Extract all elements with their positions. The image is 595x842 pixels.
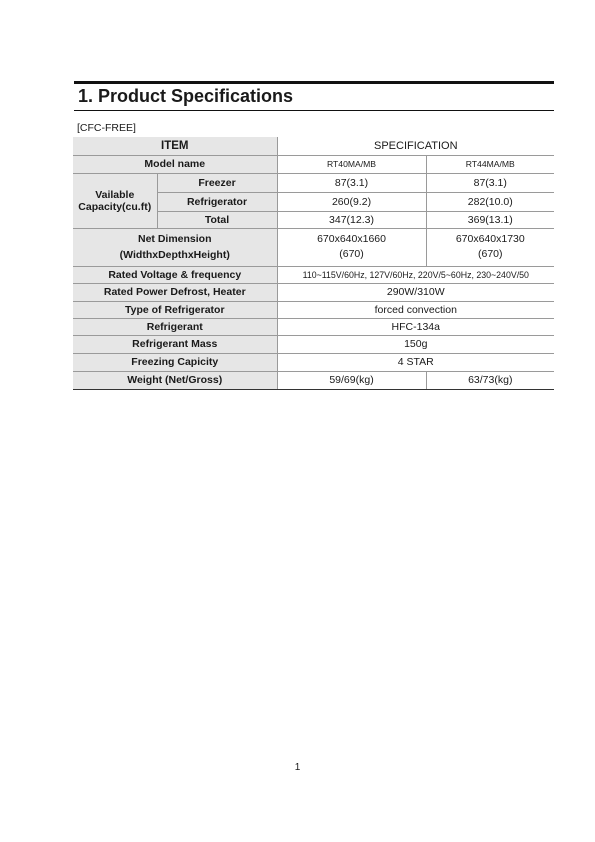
refrigerator-label: Refrigerator <box>157 192 277 211</box>
weight-b: 63/73(kg) <box>426 371 554 389</box>
freezer-label: Freezer <box>157 173 277 192</box>
freezer-a: 87(3.1) <box>277 173 426 192</box>
mass-label: Refrigerant Mass <box>73 335 277 353</box>
freezing-value: 4 STAR <box>277 353 554 371</box>
capacity-label-line1: Vailable <box>95 188 135 201</box>
power-value: 290W/310W <box>277 283 554 301</box>
dimension-b-line1: 670x640x1730 <box>455 233 525 245</box>
weight-a: 59/69(kg) <box>277 371 426 389</box>
refrigerant-value: HFC-134a <box>277 318 554 335</box>
dimension-a <box>277 228 426 266</box>
dimension-b-line2: (670) <box>478 248 503 260</box>
specification-header: SPECIFICATION <box>277 137 554 155</box>
type-value: forced convection <box>277 301 554 318</box>
capacity-label <box>73 173 157 228</box>
table-row <box>73 173 554 192</box>
dimension-a-line2: (670) <box>339 248 364 260</box>
total-b: 369(13.1) <box>426 211 554 228</box>
total-label: Total <box>157 211 277 228</box>
spec-table <box>73 137 554 390</box>
item-header: ITEM <box>73 137 277 155</box>
dimension-a-line1: 670x640x1660 <box>317 233 386 245</box>
cfc-free-tag: [CFC-FREE] <box>77 122 136 134</box>
capacity-label-line2: Capacity(cu.ft) <box>78 200 152 213</box>
power-label: Rated Power Defrost, Heater <box>73 283 277 301</box>
voltage-value: 110~115V/60Hz, 127V/60Hz, 220V/5~60Hz, 230~240V/50 <box>277 266 554 283</box>
table-row <box>73 155 554 173</box>
table-row <box>73 301 554 318</box>
model-a: RT40MA/MB <box>277 155 426 173</box>
dimension-label <box>73 228 277 266</box>
table-row <box>73 371 554 389</box>
voltage-label: Rated Voltage & frequency <box>73 266 277 283</box>
mass-value: 150g <box>277 335 554 353</box>
weight-label: Weight (Net/Gross) <box>73 371 277 389</box>
table-row <box>73 266 554 283</box>
table-row <box>73 318 554 335</box>
dimension-label-line2: (WidthxDepthxHeight) <box>119 249 230 261</box>
top-rule <box>74 81 554 84</box>
model-name-label: Model name <box>73 155 277 173</box>
refrigerator-a: 260(9.2) <box>277 192 426 211</box>
type-label: Type of Refrigerator <box>73 301 277 318</box>
page-title: 1. Product Specifications <box>78 86 294 106</box>
model-b: RT44MA/MB <box>426 155 554 173</box>
refrigerant-label: Refrigerant <box>73 318 277 335</box>
table-row <box>73 283 554 301</box>
title-rule <box>74 110 554 111</box>
refrigerator-b: 282(10.0) <box>426 192 554 211</box>
total-a: 347(12.3) <box>277 211 426 228</box>
table-row <box>73 335 554 353</box>
freezer-b: 87(3.1) <box>426 173 554 192</box>
page-number: 1 <box>294 762 301 773</box>
table-row <box>73 353 554 371</box>
table-header-row <box>73 137 554 155</box>
dimension-b <box>426 228 554 266</box>
table-row <box>73 228 554 266</box>
dimension-label-line1: Net Dimension <box>138 233 212 245</box>
freezing-label: Freezing Capicity <box>73 353 277 371</box>
